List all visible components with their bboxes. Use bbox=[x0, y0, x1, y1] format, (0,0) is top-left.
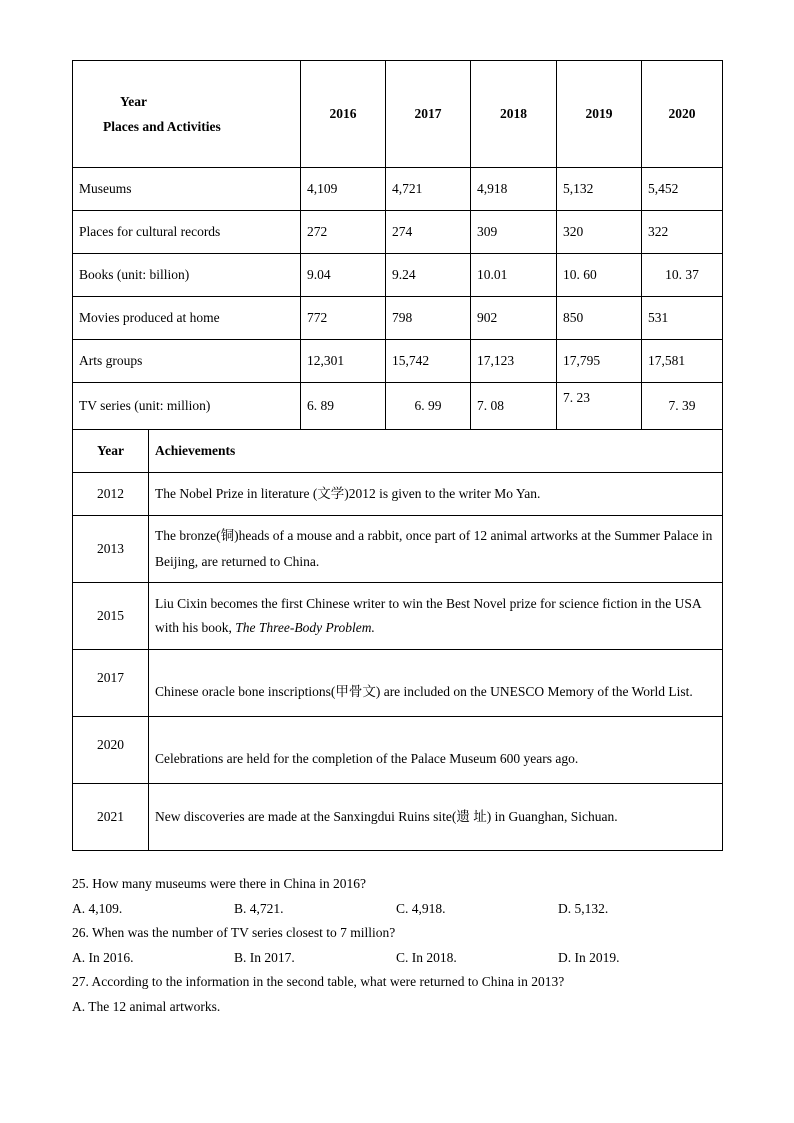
achievement-text: New discoveries are made at the Sanxingdui Ruins site(遗 址) in Guanghan, Sichuan. bbox=[149, 784, 723, 851]
answer-options bbox=[72, 995, 722, 1020]
option-c: C. 4,918. bbox=[396, 900, 446, 916]
cell-value: 7. 08 bbox=[471, 383, 557, 430]
cell-value: 272 bbox=[301, 211, 386, 254]
cell-value: 322 bbox=[642, 211, 723, 254]
cell-value: 5,132 bbox=[557, 168, 642, 211]
stats-row-books bbox=[73, 254, 723, 297]
cell-value: 17,123 bbox=[471, 340, 557, 383]
cell-value: 10.01 bbox=[471, 254, 557, 297]
achievement-text: The bronze(铜)heads of a mouse and a rabbit, once part of 12 animal artworks at the Summer Palace in Beijing, are returned to China. bbox=[149, 516, 723, 583]
cell-value: 850 bbox=[557, 297, 642, 340]
cell-value: 7. 23 bbox=[557, 383, 642, 430]
option-b: B. 4,721. bbox=[234, 900, 284, 916]
stats-row-movies bbox=[73, 297, 723, 340]
cell-value: 15,742 bbox=[386, 340, 471, 383]
achievement-year: 2013 bbox=[73, 516, 149, 583]
cell-value: 10. 60 bbox=[557, 254, 642, 297]
corner-places-label: Places and Activities bbox=[103, 119, 221, 134]
cell-value: 309 bbox=[471, 211, 557, 254]
achievement-text: Celebrations are held for the completion of the Palace Museum 600 years ago. bbox=[149, 717, 723, 784]
option-d: D. In 2019. bbox=[558, 949, 620, 965]
achievement-row bbox=[73, 516, 723, 583]
cell-value: 17,581 bbox=[642, 340, 723, 383]
stats-header-row bbox=[73, 61, 723, 168]
cell-value: 4,109 bbox=[301, 168, 386, 211]
stats-row-tv-series bbox=[73, 383, 723, 430]
row-label: Books (unit: billion) bbox=[73, 254, 301, 297]
stats-row-museums bbox=[73, 168, 723, 211]
option-a: A. In 2016. bbox=[72, 949, 134, 965]
year-header-2018: 2018 bbox=[471, 61, 557, 168]
cell-value: 9.24 bbox=[386, 254, 471, 297]
achievements-column-header: Achievements bbox=[149, 430, 723, 473]
year-header-2016: 2016 bbox=[301, 61, 386, 168]
year-header-2019: 2019 bbox=[557, 61, 642, 168]
achievement-row bbox=[73, 583, 723, 650]
achievement-year: 2012 bbox=[73, 473, 149, 516]
cell-value: 17,795 bbox=[557, 340, 642, 383]
cell-value: 531 bbox=[642, 297, 723, 340]
year-column-header: Year bbox=[73, 430, 149, 473]
row-label: Places for cultural records bbox=[73, 211, 301, 254]
achievements-header-row bbox=[73, 430, 723, 473]
questions-section bbox=[72, 872, 722, 1019]
cell-value: 798 bbox=[386, 297, 471, 340]
achievement-text: The Nobel Prize in literature (文学)2012 is given to the writer Mo Yan. bbox=[149, 473, 723, 516]
cell-value: 12,301 bbox=[301, 340, 386, 383]
achievement-year: 2017 bbox=[73, 650, 149, 717]
stats-row-arts-groups bbox=[73, 340, 723, 383]
achievement-year: 2015 bbox=[73, 583, 149, 650]
achievement-text-main: Liu Cixin becomes the first Chinese writer to win the Best Novel prize for science fiction in the USA with his book, bbox=[155, 596, 701, 635]
row-label: Arts groups bbox=[73, 340, 301, 383]
answer-options bbox=[72, 946, 722, 971]
cell-value: 274 bbox=[386, 211, 471, 254]
row-label: Museums bbox=[73, 168, 301, 211]
achievement-text bbox=[149, 583, 723, 650]
option-b: B. In 2017. bbox=[234, 949, 295, 965]
cell-value: 10. 37 bbox=[642, 254, 723, 297]
cell-value: 5,452 bbox=[642, 168, 723, 211]
achievement-row bbox=[73, 650, 723, 717]
achievement-year: 2020 bbox=[73, 717, 149, 784]
question-stem: 26. When was the number of TV series closest to 7 million? bbox=[72, 925, 396, 940]
cell-value: 6. 89 bbox=[301, 383, 386, 430]
cell-value: 902 bbox=[471, 297, 557, 340]
cell-value: 772 bbox=[301, 297, 386, 340]
cell-value: 4,721 bbox=[386, 168, 471, 211]
cell-value: 7. 39 bbox=[642, 383, 723, 430]
achievement-text: Chinese oracle bone inscriptions(甲骨文) are included on the UNESCO Memory of the World List. bbox=[149, 650, 723, 717]
row-label: Movies produced at home bbox=[73, 297, 301, 340]
cell-value: 320 bbox=[557, 211, 642, 254]
year-header-2017: 2017 bbox=[386, 61, 471, 168]
row-label: TV series (unit: million) bbox=[73, 383, 301, 430]
year-header-2020: 2020 bbox=[642, 61, 723, 168]
achievement-row bbox=[73, 473, 723, 516]
achievement-row bbox=[73, 717, 723, 784]
corner-year-label: Year bbox=[120, 94, 147, 109]
stats-row-cultural-records bbox=[73, 211, 723, 254]
cell-value: 4,918 bbox=[471, 168, 557, 211]
option-d: D. 5,132. bbox=[558, 900, 609, 916]
statistics-table bbox=[72, 60, 723, 430]
achievement-row bbox=[73, 784, 723, 851]
answer-options bbox=[72, 897, 722, 922]
achievement-year: 2021 bbox=[73, 784, 149, 851]
option-a: A. The 12 animal artworks. bbox=[72, 998, 221, 1014]
cell-value: 9.04 bbox=[301, 254, 386, 297]
question-stem: 25. How many museums were there in China in 2016? bbox=[72, 876, 366, 891]
achievements-table bbox=[72, 429, 723, 851]
question-stem: 27. According to the information in the second table, what were returned to China in 2013? bbox=[72, 974, 565, 989]
book-title: The Three-Body Problem. bbox=[235, 620, 375, 635]
option-a: A. 4,109. bbox=[72, 900, 123, 916]
option-c: C. In 2018. bbox=[396, 949, 457, 965]
cell-value: 6. 99 bbox=[386, 383, 471, 430]
corner-header-cell bbox=[73, 61, 301, 168]
